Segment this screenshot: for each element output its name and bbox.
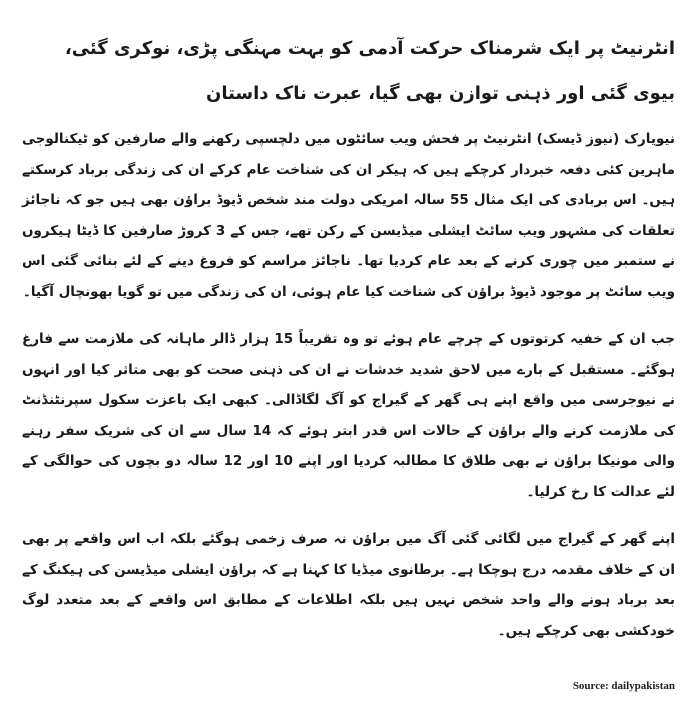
article-paragraph-3: اپنے گھر کے گیراج میں لگائی گئی آگ میں براﺅن نہ صرف زخمی ہوگئے بلکہ اب اس واقعے پر بھی ان کے خلاف مقدمہ درج ہوچکا ہے۔ برطانوی میڈیا کا کہنا ہے کہ براﺅن ایشلی میڈیسن کی ہیکنگ کے بعد برباد ہونے والے واحد شخص نہیں ہیں بلکہ اطلاعات کے مطابق اس واقعے کے بعد متعدد لوگ خودکشی بھی کرچکے ہیں۔	[22, 531, 675, 639]
article-paragraph-2: جب ان کے خفیہ کرتوتوں کے چرچے عام ہوئے تو وہ تقریباً 15 ہزار ڈالر ماہانہ کی ملازمت سے فارغ ہوگئے۔ مستقبل کے بارے میں لاحق شدید خدشات نے ان کی ذہنی صحت کو بھی متاثر کیا اور انہوں نے نیوجرسی میں واقع اپنے ہی گھر کے گیراج کو آگ لگاڈالی۔ کبھی ایک باعزت سکول سپرنٹنڈنٹ کی ملازمت کرنے والے براﺅن کے حالات اس قدر ابتر ہوئے کہ 14 سال سے ان کی شریک سفر رہنے والی مونیکا براﺅن نے بھی طلاق کا مطالبہ کردیا اور اپنے 10 اور 12 سالہ دو بچوں کی حوالگی کے لئے عدالت کا رخ کرلیا۔	[22, 331, 675, 500]
article-headline: انٹرنیٹ پر ایک شرمناک حرکت آدمی کو بہت مہنگی پڑی، نوکری گئی، بیوی گئی اور ذہنی توازن بھی گیا، عبرت ناک داستان	[64, 38, 675, 104]
article-paragraph-1: نیویارک (نیوز ڈیسک) انٹرنیٹ پر فحش ویب سائٹوں میں دلچسپی رکھنے والے صارفین کو ٹیکنالوجی ماہرین کئی دفعہ خبردار کرچکے ہیں کہ ہیکر ان کی شناخت عام کرکے ان کی زندگی برباد کرسکتے ہیں۔ اس بربادی کی ایک مثال 55 سالہ امریکی دولت مند شخص ڈیوڈ براﺅن بھی ہیں جو کہ ناجائز تعلقات کی مشہور ویب سائٹ ایشلی میڈیسن کے رکن تھے، جس کے 3 کروڑ صارفین کا ڈیٹا ہیکروں نے ستمبر میں چوری کرنے کے بعد عام کردیا تھا۔ ناجائز مراسم کو فروغ دینے کے لئے بنائی گئی اس ویب سائٹ پر موجود ڈیوڈ براﺅن کی شناخت کیا عام ہوئی، ان کی زندگی میں تو گویا بھونچال آگیا۔	[22, 131, 675, 300]
source-credit: Source: dailypakistan	[572, 680, 675, 692]
